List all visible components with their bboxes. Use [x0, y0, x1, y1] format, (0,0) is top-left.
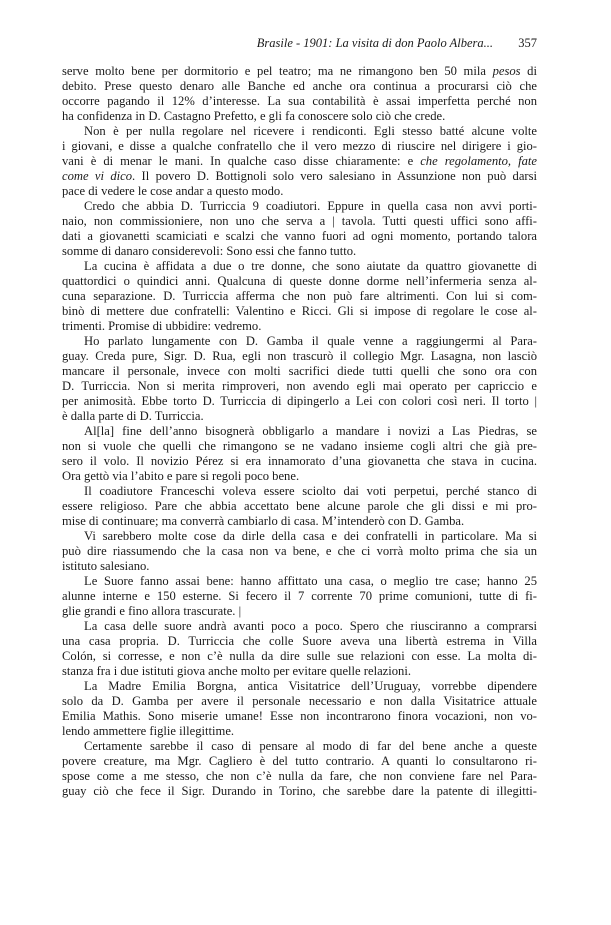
running-header — [62, 36, 537, 54]
page-number: 357 — [518, 36, 537, 50]
text-line — [62, 94, 537, 109]
line-text: non si vuole che quelli che rimangono se ne vadano insieme cogli altri che già pre- — [62, 439, 537, 453]
text-line — [62, 364, 537, 379]
italic-text: come vi dico — [62, 169, 133, 183]
line-text: Al[la] fine dell’anno bisognerà obbligarlo a mandare i novizi a Las Piedras, se — [84, 424, 537, 438]
text-line — [62, 439, 537, 454]
paragraph — [62, 679, 537, 739]
text-line — [62, 244, 537, 259]
text-line — [62, 379, 537, 394]
text-line — [62, 604, 537, 619]
text-line — [62, 289, 537, 304]
text-line — [62, 724, 537, 739]
line-text: occorre pagando il 12% d’interesse. La sua contabilità è assai imperfetta perché non — [62, 94, 537, 108]
line-text: somme di danaro considerevoli: Sono essi che fanno tutto. — [62, 244, 357, 258]
text-line — [62, 544, 537, 559]
text-line — [62, 64, 537, 79]
text-line — [62, 454, 537, 469]
text-line — [62, 139, 537, 154]
paragraph — [62, 529, 537, 574]
line-text: naio, non commissioniere, non uno che serva a | tavola. Tutti questi uffici sono affi- — [62, 214, 537, 228]
text-line — [62, 304, 537, 319]
paragraph — [62, 64, 537, 124]
text-line — [62, 514, 537, 529]
line-text: Ho parlato lungamente con D. Gamba il quale venne a raggiungermi al Para- — [84, 334, 537, 348]
line-text: Ora gettò via l’abito e pare si regoli poco bene. — [62, 469, 300, 483]
line-text: può dire riassumendo che la casa non va bene, e che ci vorrà molto prima che sia un — [62, 544, 537, 558]
line-text: Emilia Mathis. Sono miserie umane! Esse non incontrarono finora vocazioni, non vo- — [62, 709, 537, 723]
line-text: debito. Prese questo denaro alle Banche ed anche ora continua a procurarsi ciò che — [62, 79, 537, 93]
line-text: Non è per nulla regolare nel ricevere i rendiconti. Egli stesso batté alcune volte — [84, 124, 537, 138]
text-line — [62, 409, 537, 424]
paragraph — [62, 484, 537, 529]
line-text: La cucina è affidata a due o tre donne, che sono aiutate da quattro giovanette di — [84, 259, 537, 273]
line-text: dati a giovanetti scamiciati e scalzi che vanno fuori ad ogni momento, portando talora — [62, 229, 537, 243]
line-text: sero il volo. Il novizio Pérez si era innamorato d’una giovanetta che stava in cucina. — [62, 454, 537, 468]
line-text: cuna separazione. D. Turriccia afferma che non può fare altrimenti. Con lui si com- — [62, 289, 537, 303]
text-line — [62, 619, 537, 634]
line-text: mise di continuare; ma converrà cambiarlo di casa. M’intenderò con D. Gamba. — [62, 514, 465, 528]
paragraph — [62, 124, 537, 199]
line-text: pace di vedere le cose andar a questo modo. — [62, 184, 284, 198]
italic-text: che regolamento, fate — [420, 154, 537, 168]
line-text: Colón, si corresse, e non c’è nulla da dire sulle sue relazioni con esse. La molta di- — [62, 649, 537, 663]
line-text: D. Turriccia. Non si merita rimproveri, non avendo egli mai operato per capriccio e — [62, 379, 537, 393]
text-line — [62, 709, 537, 724]
line-text: Le Suore fanno assai bene: hanno affittato una casa, o meglio tre case; hanno 25 — [84, 574, 537, 588]
line-text: stanza fra i due istituti giova anche molto per evitare quelle relazioni. — [62, 664, 411, 678]
paragraph — [62, 334, 537, 424]
text-line — [62, 184, 537, 199]
line-text: di — [520, 64, 537, 78]
text-line — [62, 109, 537, 124]
text-line — [62, 634, 537, 649]
line-text: binò di mettere due confratelli: Valentino e Ricci. Gli si impose di regolare le cose al- — [62, 304, 537, 318]
text-line — [62, 154, 537, 169]
text-line — [62, 424, 537, 439]
text-line — [62, 394, 537, 409]
text-line — [62, 169, 537, 184]
text-line — [62, 589, 537, 604]
text-line — [62, 469, 537, 484]
line-text: alunne interne e 150 esterne. Si fecero il 7 corrente 70 prime comunioni, tutte di fi- — [62, 589, 537, 603]
line-text: Credo che abbia D. Turriccia 9 coadiutori. Eppure in quella casa non avvi porti- — [84, 199, 537, 213]
text-line — [62, 529, 537, 544]
text-line — [62, 349, 537, 364]
line-text: i giovani, e disse a qualche confratello che il vero mezzo di riuscire nel dirigere i gio- — [62, 139, 537, 153]
line-text: essere religioso. Pare che abbia accettato bene alcune parole che gli dissi e mi pro- — [62, 499, 537, 513]
running-title: Brasile - 1901: La visita di don Paolo Albera... — [256, 36, 493, 50]
text-line — [62, 199, 537, 214]
line-text: Il coadiutore Franceschi voleva essere sciolto dai voti perpetui, perché stanco di — [84, 484, 537, 498]
text-line — [62, 574, 537, 589]
text-line — [62, 694, 537, 709]
text-line — [62, 274, 537, 289]
line-text: Certamente sarebbe il caso di pensare al modo di far del bene anche a queste — [84, 739, 537, 753]
line-text: serve molto bene per dormitorio e pel teatro; ma ne rimangono ben 50 mila — [62, 64, 493, 78]
paragraph — [62, 619, 537, 679]
line-text: per animosità. Ebbe torto D. Turriccia di dipingerlo a Lei con colori così neri. Il torto | — [62, 394, 537, 408]
line-text: guay ciò che fece il Sigr. Durando in Torino, che sarebbe dare la patente di illegitti- — [62, 784, 537, 798]
line-text: La Madre Emilia Borgna, antica Visitatrice dell’Uruguay, vorrebbe dipendere — [84, 679, 537, 693]
text-line — [62, 649, 537, 664]
line-text: una casa propria. D. Turriccia che colle Suore aveva una libertà estrema in Villa — [62, 634, 537, 648]
line-text: Vi sarebbero molte cose da dirle della casa e dei confratelli in particolare. Ma si — [84, 529, 537, 543]
text-line — [62, 259, 537, 274]
text-line — [62, 679, 537, 694]
text-line — [62, 319, 537, 334]
line-text: quattordici o quindici anni. Qualcuna di queste donne dorme nell’infermeria senza al- — [62, 274, 537, 288]
paragraph — [62, 574, 537, 619]
line-text: mancare il personale, invece con molti sacrifici diede tutti quelli che sono ora con — [62, 364, 537, 378]
line-text: guay. Creda pure, Sigr. D. Rua, egli non trascurò il collegio Mgr. Lasagna, non lasciò — [62, 349, 537, 363]
line-text: . Il povero D. Bottignoli solo vero salesiano in Assunzione non può darsi — [132, 169, 538, 183]
text-line — [62, 214, 537, 229]
line-text: La casa delle suore andrà avanti poco a poco. Spero che riusciranno a comprarsi — [84, 619, 537, 633]
line-text: vani è di menar le mani. In qualche caso disse chiaramente: e — [62, 154, 421, 168]
line-text: istituto salesiano. — [62, 559, 150, 573]
line-text: lendo ammettere figlie illegittime. — [62, 724, 235, 738]
text-line — [62, 769, 537, 784]
text-line — [62, 664, 537, 679]
text-line — [62, 559, 537, 574]
line-text: spose come a me stesso, che non c’è nulla da fare, che non conviene fare nel Para- — [62, 769, 537, 783]
line-text: trimenti. Promise di ubbidire: vedremo. — [62, 319, 262, 333]
line-text: solo da D. Gamba per avere il personale necessario e non dalla Visitatrice attuale — [62, 694, 537, 708]
line-text: povere creature, ma Mgr. Cagliero è del tutto contrario. A quanti lo consultarono ri- — [62, 754, 537, 768]
text-line — [62, 124, 537, 139]
line-text: glie grandi e fino allora trascurate. | — [62, 604, 242, 618]
text-line — [62, 499, 537, 514]
text-line — [62, 754, 537, 769]
paragraph — [62, 199, 537, 259]
body-text — [62, 64, 537, 799]
paragraph — [62, 259, 537, 334]
text-line — [62, 79, 537, 94]
line-text: ha confidenza in D. Castagno Prefetto, e gli fa conoscere solo ciò che crede. — [62, 109, 446, 123]
line-text: è dalla parte di D. Turriccia. — [62, 409, 204, 423]
text-line — [62, 334, 537, 349]
text-line — [62, 229, 537, 244]
text-line — [62, 484, 537, 499]
text-line — [62, 739, 537, 754]
paragraph — [62, 739, 537, 799]
italic-text: pesos — [492, 64, 521, 78]
text-line — [62, 784, 537, 799]
paragraph — [62, 424, 537, 484]
